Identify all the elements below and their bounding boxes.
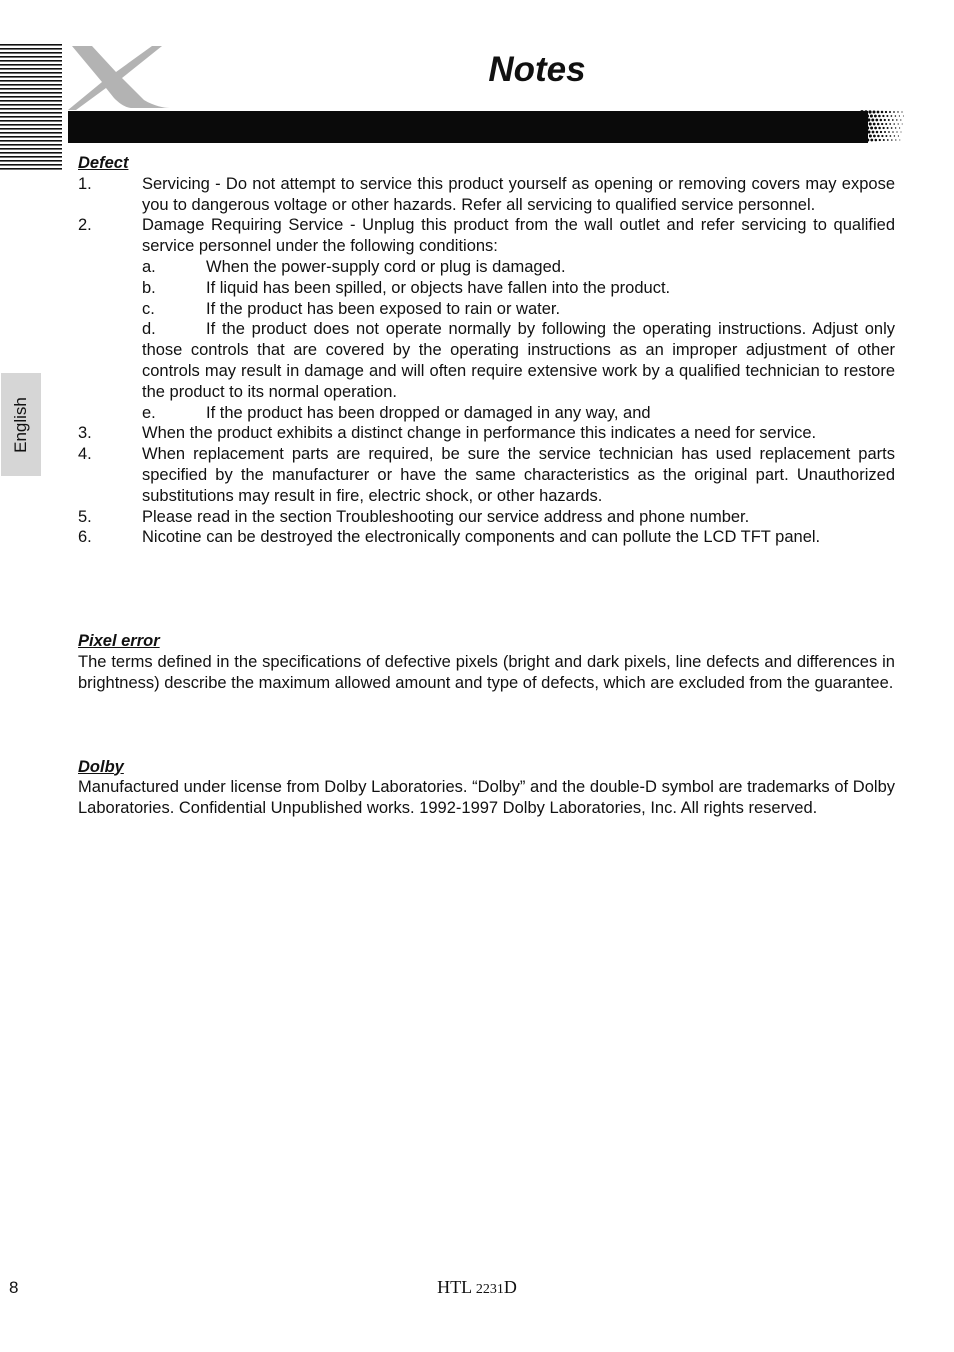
list-item (78, 507, 895, 528)
header-bar (68, 111, 868, 143)
list-item-number: 6. (78, 528, 92, 547)
spacer (78, 548, 895, 631)
pixel-error-paragraph: The terms defined in the specifications of defective pixels (bright and dark pixels, line defects and differences in brightness) describe the maximum allowed amount and type of defects, which are excluded from the guarantee. (78, 652, 895, 692)
list-item-text: Servicing - Do not attempt to service this product yourself as opening or removing covers may expose you to dangerous voltage or other hazards. Refer all servicing to qualified service personnel. (142, 174, 895, 214)
list-item-number: 4. (78, 445, 92, 464)
page-number: 8 (9, 1278, 19, 1297)
list-item-text: When the product exhibits a distinct change in performance this indicates a need for service. (142, 424, 817, 443)
model-prefix: HTL (437, 1277, 472, 1297)
list-item (78, 527, 895, 548)
sub-list-item (78, 257, 895, 278)
list-item-number: 5. (78, 507, 92, 526)
sub-list-item-text: If the product has been exposed to rain or water. (206, 299, 561, 318)
sub-list-item (78, 319, 895, 402)
sub-list-item-letter: a. (142, 257, 156, 276)
footer-model-name (0, 1277, 954, 1298)
list-item (78, 215, 895, 257)
sub-list-item (78, 299, 895, 320)
list-item-text: Nicotine can be destroyed the electronically components and can pollute the LCD TFT panel. (142, 528, 821, 547)
sub-list-item-text: When the power-supply cord or plug is damaged. (206, 257, 566, 276)
list-item-number: 3. (78, 424, 92, 443)
list-item-text: Please read in the section Troubleshooting our service address and phone number. (142, 507, 750, 526)
sub-list-item-letter: b. (142, 278, 156, 297)
language-tab (1, 373, 41, 476)
list-item-number: 1. (78, 174, 92, 193)
model-suffix: D (503, 1277, 517, 1297)
list-item-text: Damage Requiring Service - Unplug this product from the wall outlet and refer servicing to qualified service personnel under the following conditions: (142, 216, 895, 256)
list-item (78, 444, 895, 506)
list-item (78, 174, 895, 216)
section-heading-dolby: Dolby (78, 757, 124, 776)
sub-list-item (78, 278, 895, 299)
sub-list-item (78, 403, 895, 424)
list-item-text: When replacement parts are required, be sure the service technician has used replacement parts specified by the manufacturer or have the same characteristics as the original part. Unauthorized substitutions may result in fire, electric shock, or other hazards. (142, 445, 895, 505)
spacer (78, 694, 895, 757)
sub-list-item-letter: d. (142, 320, 156, 339)
list-item (78, 423, 895, 444)
page-title: Notes (488, 50, 586, 89)
section-heading-pixel-error: Pixel error (78, 632, 160, 651)
sub-list-item-letter: e. (142, 403, 156, 422)
section-heading-defect: Defect (78, 154, 129, 172)
model-number: 2231 (475, 1282, 504, 1297)
sub-list-item-text: If the product has been dropped or damaged in any way, and (206, 403, 651, 422)
sub-list-item-text: If liquid has been spilled, or objects have fallen into the product. (206, 278, 671, 297)
list-item-number: 2. (78, 216, 92, 235)
sub-list-item-text: If the product does not operate normally by following the operating instructions. Adjust only those controls that are covered by the operating instructions as an improper adjustment of other controls may result in damage and will often require extensive work by a qualified technician to restore the product to its normal operation. (142, 320, 895, 401)
dolby-paragraph: Manufactured under license from Dolby Laboratories. “Dolby” and the double-D symbol are trademarks of Dolby Laboratories. Confidential Unpublished works. 1992-1997 Dolby Laboratories, Inc. All rights reserved. (78, 778, 895, 818)
language-tab-label: English (11, 396, 30, 453)
sub-list-item-letter: c. (142, 299, 155, 318)
halftone-decoration (860, 110, 904, 144)
main-content (78, 153, 895, 819)
